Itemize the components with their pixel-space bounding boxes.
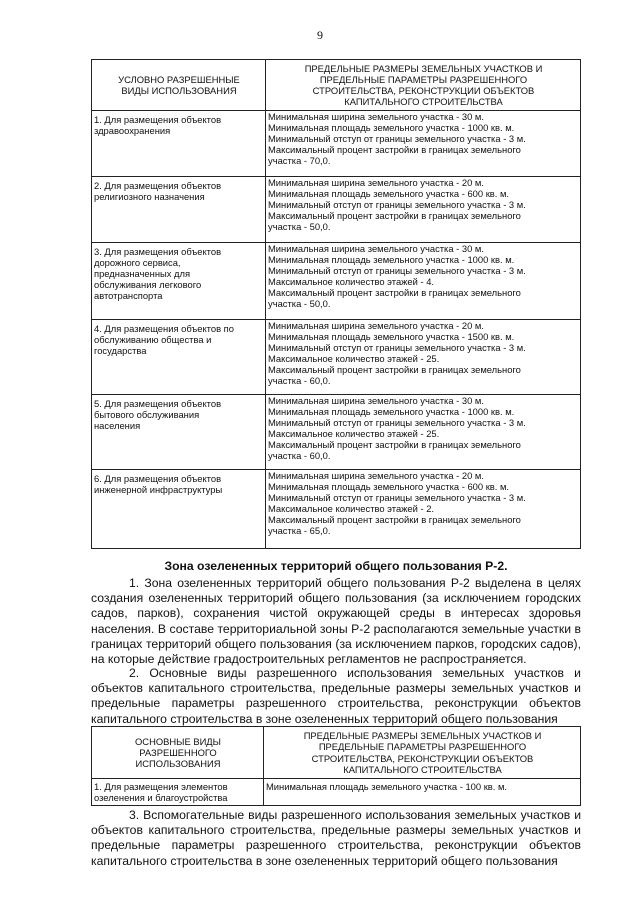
- use-type-cell: 1. Для размещения объектов здравоохранения: [92, 111, 266, 177]
- table-header-row: [92, 60, 581, 111]
- parameters-cell: Минимальная ширина земельного участка - 20 м. Минимальная площадь земельного участка - 600 кв. м. Минимальный отступ от границы земельного участка - 3 м. Максимальное количество этажей - 2. Максимальный процент застройки в границах земельного участка - 65,0.: [266, 470, 581, 549]
- header-limit-parameters: ПРЕДЕЛЬНЫЕ РАЗМЕРЫ ЗЕМЕЛЬНЫХ УЧАСТКОВ И ПРЕДЕЛЬНЫЕ ПАРАМЕТРЫ РАЗРЕШЕННОГО СТРОИТЕЛЬСТВА, РЕКОНСТРУКЦИИ ОБЪЕКТОВ КАПИТАЛЬНОГО СТРОИТЕЛЬСТВА: [264, 727, 581, 779]
- zone-description-paragraph: 1. Зона озелененных территорий общего пользования Р-2 выделена в целях создания озелененных территорий общего пользования (за исключением городских садов, парков), сохранения чистой окружающей среды в интересах здоровья населения. В составе территориальной зоны Р-2 располагаются земельные участки в границах территорий общего пользования (за исключением парков, городских садов), на которые действие градостроительных регламентов не распространяется.: [91, 576, 581, 667]
- use-type-cell: 6. Для размещения объектов инженерной инфраструктуры: [92, 470, 266, 549]
- parameters-cell: Минимальная ширина земельного участка - 30 м. Минимальная площадь земельного участка - 1000 кв. м. Минимальный отступ от границы земельного участка - 3 м. Максимальный процент застройки в границах земельного участка - 70,0.: [266, 111, 581, 177]
- header-main-uses: ОСНОВНЫЕ ВИДЫ РАЗРЕШЕННОГО ИСПОЛЬЗОВАНИЯ: [92, 727, 264, 779]
- use-type-cell: 3. Для размещения объектов дорожного сервиса, предназначенных для обслуживания легкового автотранспорта: [92, 243, 266, 320]
- table-header-row: [92, 727, 581, 779]
- header-conditional-uses: УСЛОВНО РАЗРЕШЕННЫЕ ВИДЫ ИСПОЛЬЗОВАНИЯ: [92, 60, 266, 111]
- table-row: [92, 779, 581, 806]
- page-number: 9: [317, 28, 323, 42]
- table-row: [92, 243, 581, 320]
- parameters-cell: Минимальная ширина земельного участка - 20 м. Минимальная площадь земельного участка - 600 кв. м. Минимальный отступ от границы земельного участка - 3 м. Максимальный процент застройки в границах земельного участка - 50,0.: [266, 177, 581, 243]
- table-row: [92, 320, 581, 395]
- zone-heading: Зона озелененных территорий общего пользования Р-2.: [164, 559, 508, 573]
- table-row: [92, 177, 581, 243]
- main-uses-intro-paragraph: 2. Основные виды разрешенного использования земельных участков и объектов капитального строительства, предельные размеры земельных участков и предельные параметры разрешенного строительства, реконструкции объектов капитального строительства в зоне озелененных территорий общего пользования: [91, 666, 581, 726]
- header-limit-parameters: ПРЕДЕЛЬНЫЕ РАЗМЕРЫ ЗЕМЕЛЬНЫХ УЧАСТКОВ И ПРЕДЕЛЬНЫЕ ПАРАМЕТРЫ РАЗРЕШЕННОГО СТРОИТЕЛЬСТВА, РЕКОНСТРУКЦИИ ОБЪЕКТОВ КАПИТАЛЬНОГО СТРОИТЕЛЬСТВА: [266, 60, 581, 111]
- parameters-cell: Минимальная площадь земельного участка - 100 кв. м.: [264, 779, 581, 806]
- parameters-cell: Минимальная ширина земельного участка - 20 м. Минимальная площадь земельного участка - 1500 кв. м. Минимальный отступ от границы земельного участка - 3 м. Максимальное количество этажей - 25. Максимальный процент застройки в границах земельного участка - 60,0.: [266, 320, 581, 395]
- use-type-cell: 4. Для размещения объектов по обслуживанию общества и государства: [92, 320, 266, 395]
- auxiliary-uses-paragraph: 3. Вспомогательные виды разрешенного использования земельных участков и объектов капитального строительства, предельные размеры земельных участков и предельные параметры разрешенного строительства, реконструкции объектов капитального строительства в зоне озелененных территорий общего пользования: [91, 808, 581, 868]
- parameters-cell: Минимальная ширина земельного участка - 30 м. Минимальная площадь земельного участка - 1000 кв. м. Минимальный отступ от границы земельного участка - 3 м. Максимальное количество этажей - 4. Максимальный процент застройки в границах земельного участка - 50,0.: [266, 243, 581, 320]
- use-type-cell: 2. Для размещения объектов религиозного назначения: [92, 177, 266, 243]
- table-row: [92, 470, 581, 549]
- table-row: [92, 111, 581, 177]
- main-uses-table: [91, 726, 581, 806]
- use-type-cell: 5. Для размещения объектов бытового обслуживания населения: [92, 395, 266, 470]
- conditional-uses-table: [91, 59, 581, 549]
- table-row: [92, 395, 581, 470]
- use-type-cell: 1. Для размещения элементов озеленения и благоустройства: [92, 779, 264, 806]
- parameters-cell: Минимальная ширина земельного участка - 30 м. Минимальная площадь земельного участка - 1000 кв. м. Минимальный отступ от границы земельного участка - 3 м. Максимальное количество этажей - 25. Максимальный процент застройки в границах земельного участка - 60,0.: [266, 395, 581, 470]
